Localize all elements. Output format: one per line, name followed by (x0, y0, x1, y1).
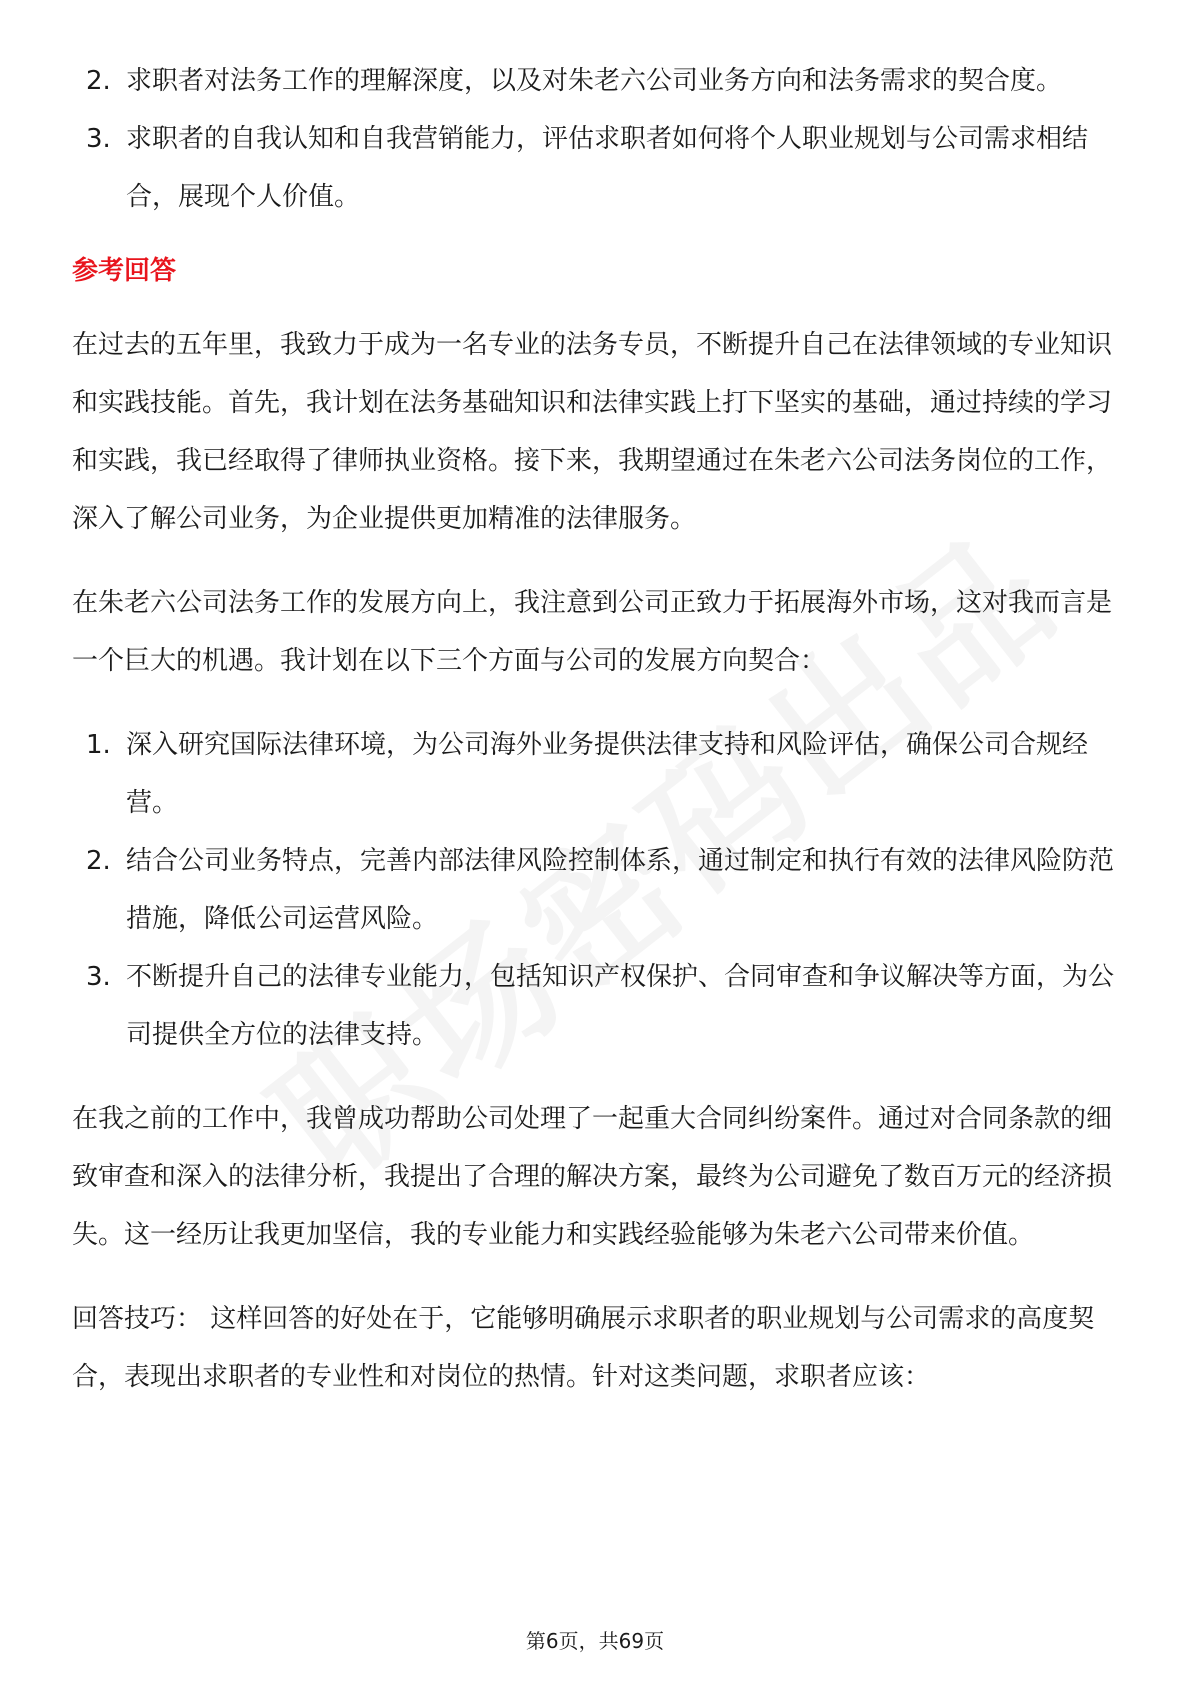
plan-list (72, 716, 1122, 1064)
paragraph: 回答技巧： 这样回答的好处在于，它能够明确展示求职者的职业规划与公司需求的高度契合，表现出求职者的专业性和对岗位的热情。针对这类问题，求职者应该： (72, 1304, 1095, 1392)
list-number: 3. (86, 962, 111, 992)
list-text: 深入研究国际法律环境，为公司海外业务提供法律支持和风险评估，确保公司合规经营。 (126, 730, 1089, 818)
list-item (72, 948, 1122, 1064)
list-item (72, 110, 1122, 226)
list-number: 2. (86, 66, 111, 96)
list-number: 1. (86, 730, 111, 760)
list-item (72, 716, 1122, 832)
list-number: 3. (86, 124, 111, 154)
page-number: 第6页，共69页 (525, 1629, 665, 1653)
paragraph: 在我之前的工作中，我曾成功帮助公司处理了一起重大合同纠纷案件。通过对合同条款的细致审查和深入的法律分析，我提出了合理的解决方案，最终为公司避免了数百万元的经济损失。这一经历让我更加坚信，我的专业能力和实践经验能够为朱老六公司带来价值。 (72, 1104, 1113, 1250)
section-heading: 参考回答 (72, 256, 177, 286)
paragraph: 在过去的五年里，我致力于成为一名专业的法务专员，不断提升自己在法律领域的专业知识和实践技能。首先，我计划在法务基础知识和法律实践上打下坚实的基础，通过持续的学习和实践，我已经取得了律师执业资格。接下来，我期望通过在朱老六公司法务岗位的工作，深入了解公司业务，为企业提供更加精准的法律服务。 (72, 330, 1113, 534)
list-text: 求职者的自我认知和自我营销能力，评估求职者如何将个人职业规划与公司需求相结合，展现个人价值。 (126, 124, 1089, 212)
list-item (72, 52, 1122, 110)
list-item (72, 832, 1122, 948)
list-text: 结合公司业务特点，完善内部法律风险控制体系，通过制定和执行有效的法律风险防范措施，降低公司运营风险。 (126, 846, 1115, 934)
page-content (72, 52, 1122, 1406)
list-text: 求职者对法务工作的理解深度，以及对朱老六公司业务方向和法务需求的契合度。 (126, 66, 1063, 96)
list-text: 不断提升自己的法律专业能力，包括知识产权保护、合同审查和争议解决等方面，为公司提供全方位的法律支持。 (126, 962, 1115, 1050)
paragraph: 在朱老六公司法务工作的发展方向上，我注意到公司正致力于拓展海外市场，这对我而言是一个巨大的机遇。我计划在以下三个方面与公司的发展方向契合： (72, 588, 1113, 676)
intro-list (72, 52, 1122, 226)
list-number: 2. (86, 846, 111, 876)
